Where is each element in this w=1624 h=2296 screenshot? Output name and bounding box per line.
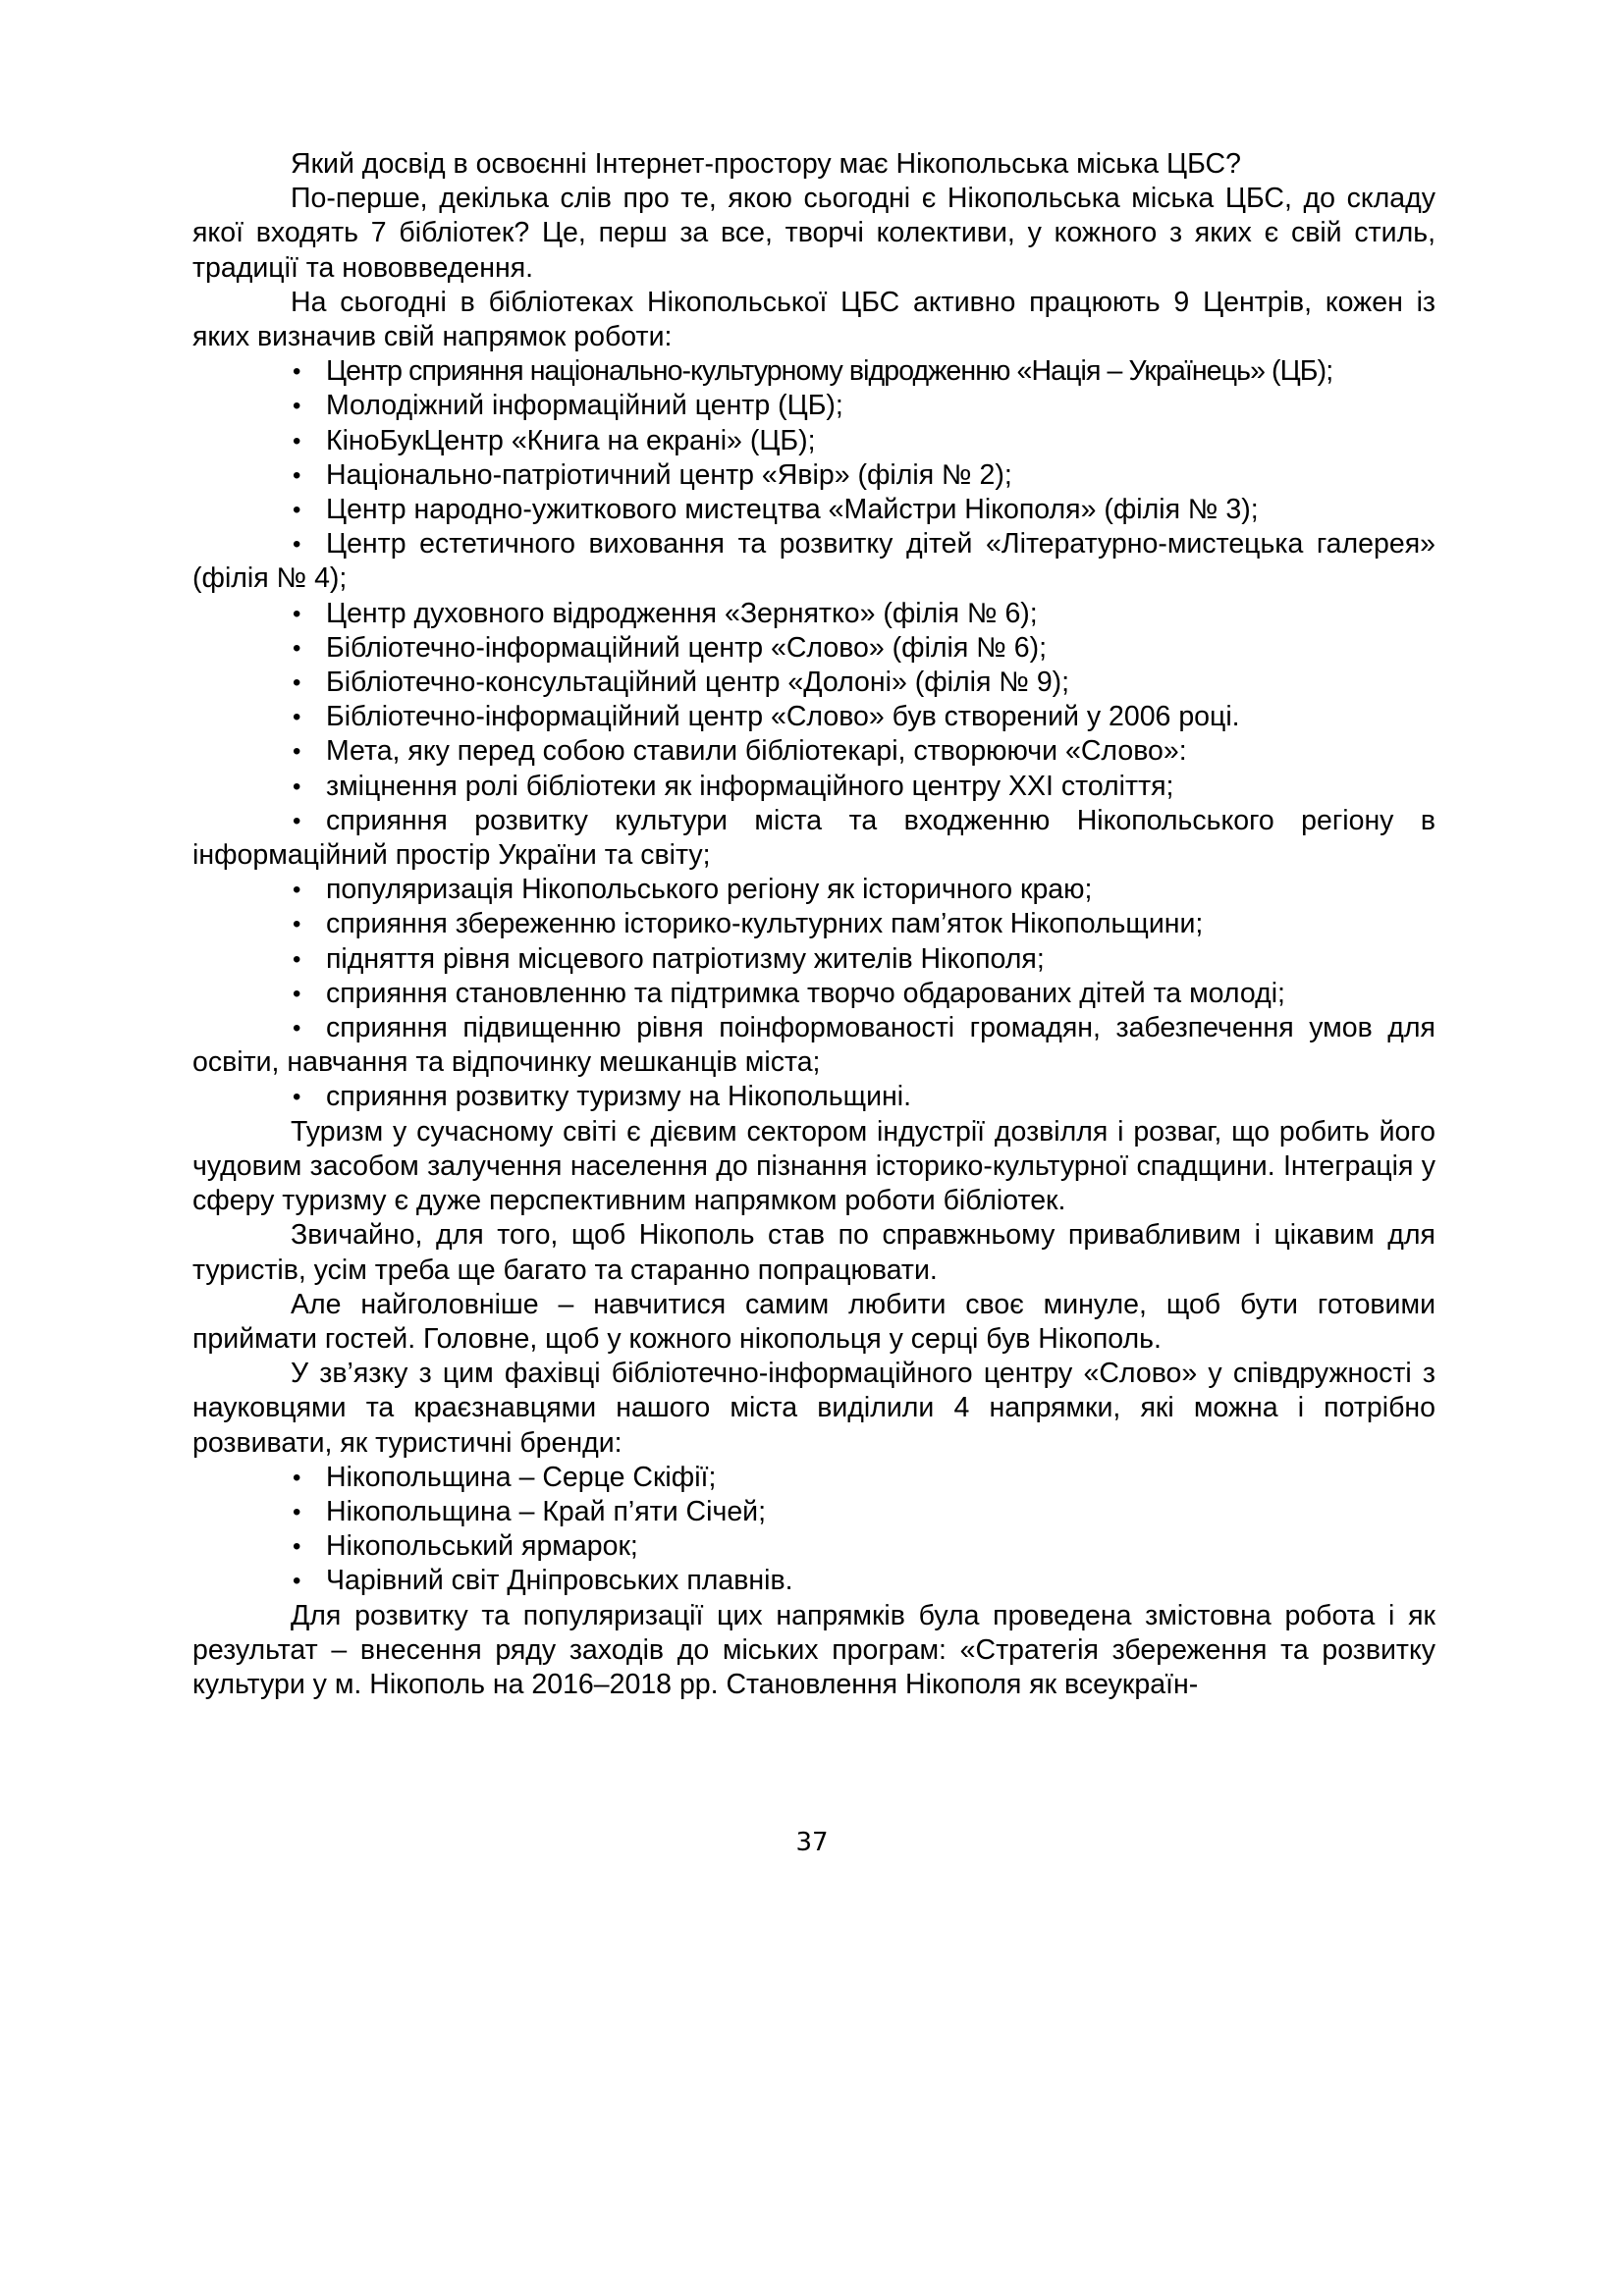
bullet-icon: • <box>293 877 301 904</box>
bullet-icon: • <box>293 1084 301 1111</box>
list-item <box>192 458 1435 493</box>
list-item-text: популяризація Нікопольського регіону як історичного краю; <box>326 874 1093 906</box>
list-item-text: сприяння розвитку туризму на Нікопольщині. <box>326 1081 912 1113</box>
paragraph: Який досвід в освоєнні Інтернет-простору має Нікопольська міська ЦБС? <box>291 148 1241 180</box>
list-item <box>192 942 1435 977</box>
paragraph: Але найголовніше – навчитися самим любити своє минуле, щоб бути готовими приймати гостей. Головне, щоб у кожного нікопольця у серці був Нікополь. <box>192 1288 1435 1355</box>
list-item-text: сприяння підвищенню рівня поінформованості громадян, забезпечення умов для освіти, навчання та відпочинку мешканців міста; <box>192 1012 1435 1079</box>
bullet-icon: • <box>293 980 301 1007</box>
list-item-text: сприяння становленню та підтримка творчо обдарованих дітей та молоді; <box>326 977 1285 1009</box>
list-item-text: сприяння розвитку культури міста та входженню Нікопольського регіону в інформаційний простір України та світу; <box>192 804 1435 872</box>
list-item-text: Національно-патріотичний центр «Явір» (філія № 2); <box>326 458 1012 491</box>
list-item <box>192 493 1435 527</box>
list-item <box>192 631 1435 666</box>
list-item <box>192 1564 1435 1598</box>
list-item <box>192 354 1435 389</box>
list-item-text: сприяння збереженню історико-культурних пам’яток Нікопольщини; <box>326 908 1204 940</box>
paragraph: По-перше, декілька слів про те, якою сьогодні є Нікопольська міська ЦБС, до складу якої входять 7 бібліотек? Це, перш за все, творчі колективи, у кожного з яких є свій стиль, традиції та нововведення. <box>192 183 1435 284</box>
list-item-text: Молодіжний інформаційний центр (ЦБ); <box>326 390 843 422</box>
bullet-icon: • <box>293 358 300 386</box>
paragraph: На сьогодні в бібліотеках Нікопольської ЦБС активно працюють 9 Центрів, кожен із яких визначив свій напрямок роботи: <box>192 286 1435 353</box>
bullet-icon: • <box>293 1015 301 1042</box>
list-item <box>192 734 1435 769</box>
bullet-icon: • <box>293 600 301 627</box>
bullet-icon: • <box>293 1464 301 1491</box>
list-item <box>192 424 1435 458</box>
list-item-text: КіноБукЦентр «Книга на екрані» (ЦБ); <box>326 424 816 456</box>
bullet-icon: • <box>293 531 301 559</box>
list-item <box>192 1495 1435 1529</box>
list-item-text: Центр народно-ужиткового мистецтва «Майстри Нікополя» (філія № 3); <box>326 494 1259 526</box>
list-item-text: Центр духовного відродження «Зернятко» (філія № 6); <box>326 597 1038 629</box>
list-item-text: Нікопольщина – Серце Скіфії; <box>326 1461 717 1493</box>
list-item <box>192 907 1435 941</box>
paragraph: Для розвитку та популяризації цих напрямків була проведена змістовна робота і як результат – внесення ряду заходів до міських програм: «Стратегія збереження та розвитку культури у м. Нікополь на 2016–2018 рр. Становлення Нікополя як всеукраїн- <box>192 1599 1435 1700</box>
list-item <box>192 873 1435 907</box>
page-body <box>192 147 1435 1702</box>
list-item-text: Бібліотечно-консультаційний центр «Долоні» (філія № 9); <box>326 667 1070 699</box>
list-item <box>192 977 1435 1011</box>
list-item <box>192 527 1435 596</box>
list-item <box>192 804 1435 873</box>
paragraph: Туризм у сучасному світі є дієвим сектором індустрії дозвілля і розваг, що робить його чудовим засобом залучення населення до пізнання історико-культурної спадщини. Інтеграція у сферу туризму є дуже перспективним напрямком роботи бібліотек. <box>192 1115 1435 1217</box>
bullet-icon: • <box>293 738 301 766</box>
list-item-text: підняття рівня місцевого патріотизму жителів Нікополя; <box>326 942 1045 975</box>
bullet-icon: • <box>293 704 301 731</box>
list-item <box>192 1080 1435 1114</box>
bullet-icon: • <box>293 669 301 697</box>
bullet-icon: • <box>293 634 301 662</box>
bullet-icon: • <box>293 1533 301 1561</box>
list-item-text: Чарівний світ Дніпровських плавнів. <box>326 1565 793 1597</box>
list-item-text: Центр сприяння національно-культурному відродженню «Нація – Українець» (ЦБ); <box>326 355 1333 388</box>
bullet-icon: • <box>293 773 301 800</box>
list-item <box>192 666 1435 700</box>
bullet-icon: • <box>293 461 301 489</box>
list-item <box>192 1011 1435 1080</box>
bullet-icon: • <box>293 497 301 524</box>
bullet-icon: • <box>293 1568 301 1595</box>
paragraph: Звичайно, для того, щоб Нікополь став по справжньому привабливим і цікавим для туристів, усім треба ще багато та старанно попрацювати. <box>192 1219 1435 1286</box>
list-item <box>192 700 1435 734</box>
bullet-icon: • <box>293 807 301 834</box>
list-item-text: Центр естетичного виховання та розвитку дітей «Літературно-мистецька галерея» (філія № 4); <box>192 528 1435 595</box>
list-item-text: Мета, яку перед собою ставили бібліотекарі, створюючи «Слово»: <box>326 735 1187 768</box>
list-item-text: Бібліотечно-інформаційний центр «Слово» (філія № 6); <box>326 631 1047 664</box>
list-item <box>192 1461 1435 1495</box>
list-item-text: Нікопольщина – Край п’яти Січей; <box>326 1495 767 1527</box>
bullet-icon: • <box>293 945 301 973</box>
list-item <box>192 389 1435 423</box>
list-item <box>192 1529 1435 1564</box>
bullet-icon: • <box>293 427 301 454</box>
list-item <box>192 770 1435 804</box>
list-item <box>192 597 1435 631</box>
bullet-icon: • <box>293 911 301 938</box>
brands-list <box>192 1461 1435 1599</box>
page-number: 37 <box>795 1828 829 1857</box>
list-item-text: Нікопольський ярмарок; <box>326 1530 638 1563</box>
bullet-icon: • <box>293 393 301 420</box>
bullet-icon: • <box>293 1498 301 1525</box>
centers-list <box>192 354 1435 1114</box>
list-item-text: зміцнення ролі бібліотеки як інформаційного центру XXI століття; <box>326 770 1174 802</box>
paragraph: У зв’язку з цим фахівці бібліотечно-інформаційного центру «Слово» у співдружності з науковцями та краєзнавцями нашого міста виділили 4 напрямки, які можна і потрібно розвивати, як туристичні бренди: <box>192 1358 1435 1459</box>
list-item-text: Бібліотечно-інформаційний центр «Слово» був створений у 2006 році. <box>326 701 1240 733</box>
